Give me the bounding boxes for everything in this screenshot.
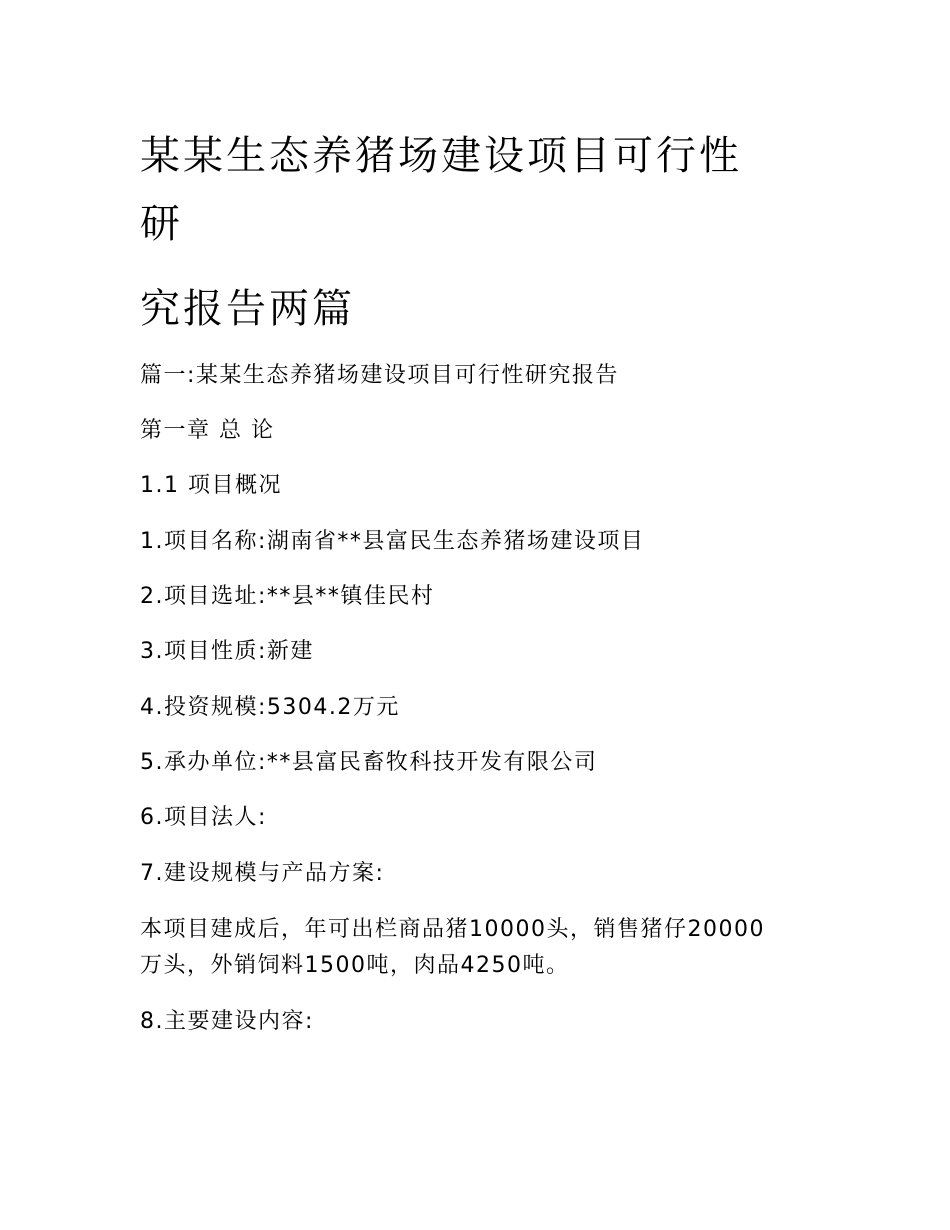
chapter-heading: 第一章 总 论 — [140, 418, 275, 443]
project-location: 2.项目选址:**县**镇佳民村 — [140, 584, 435, 609]
undertaking-unit: 5.承办单位:**县富民畜牧科技开发有限公司 — [140, 750, 598, 775]
article-heading: 篇一:某某生态养猪场建设项目可行性研究报告 — [140, 363, 619, 388]
document-title-line-2: 研 — [140, 201, 183, 247]
document-title-line-1: 某某生态养猪场建设项目可行性 — [140, 133, 742, 179]
project-name: 1.项目名称:湖南省**县富民生态养猪场建设项目 — [140, 529, 645, 554]
legal-person: 6.项目法人: — [140, 805, 267, 830]
document-title-line-3: 究报告两篇 — [140, 286, 355, 332]
investment-scale: 4.投资规模:5304.2万元 — [140, 695, 400, 720]
construction-content-heading: 8.主要建设内容: — [140, 1009, 314, 1034]
construction-scale-heading: 7.建设规模与产品方案: — [140, 861, 385, 886]
section-heading: 1.1 项目概况 — [140, 473, 282, 498]
product-plan-line-1: 本项目建成后，年可出栏商品猪10000头，销售猪仔20000 — [140, 917, 765, 942]
product-plan-line-2: 万头，外销饲料1500吨，肉品4250吨。 — [140, 953, 570, 978]
product-plan-paragraph — [140, 912, 810, 984]
project-nature: 3.项目性质:新建 — [140, 639, 314, 664]
